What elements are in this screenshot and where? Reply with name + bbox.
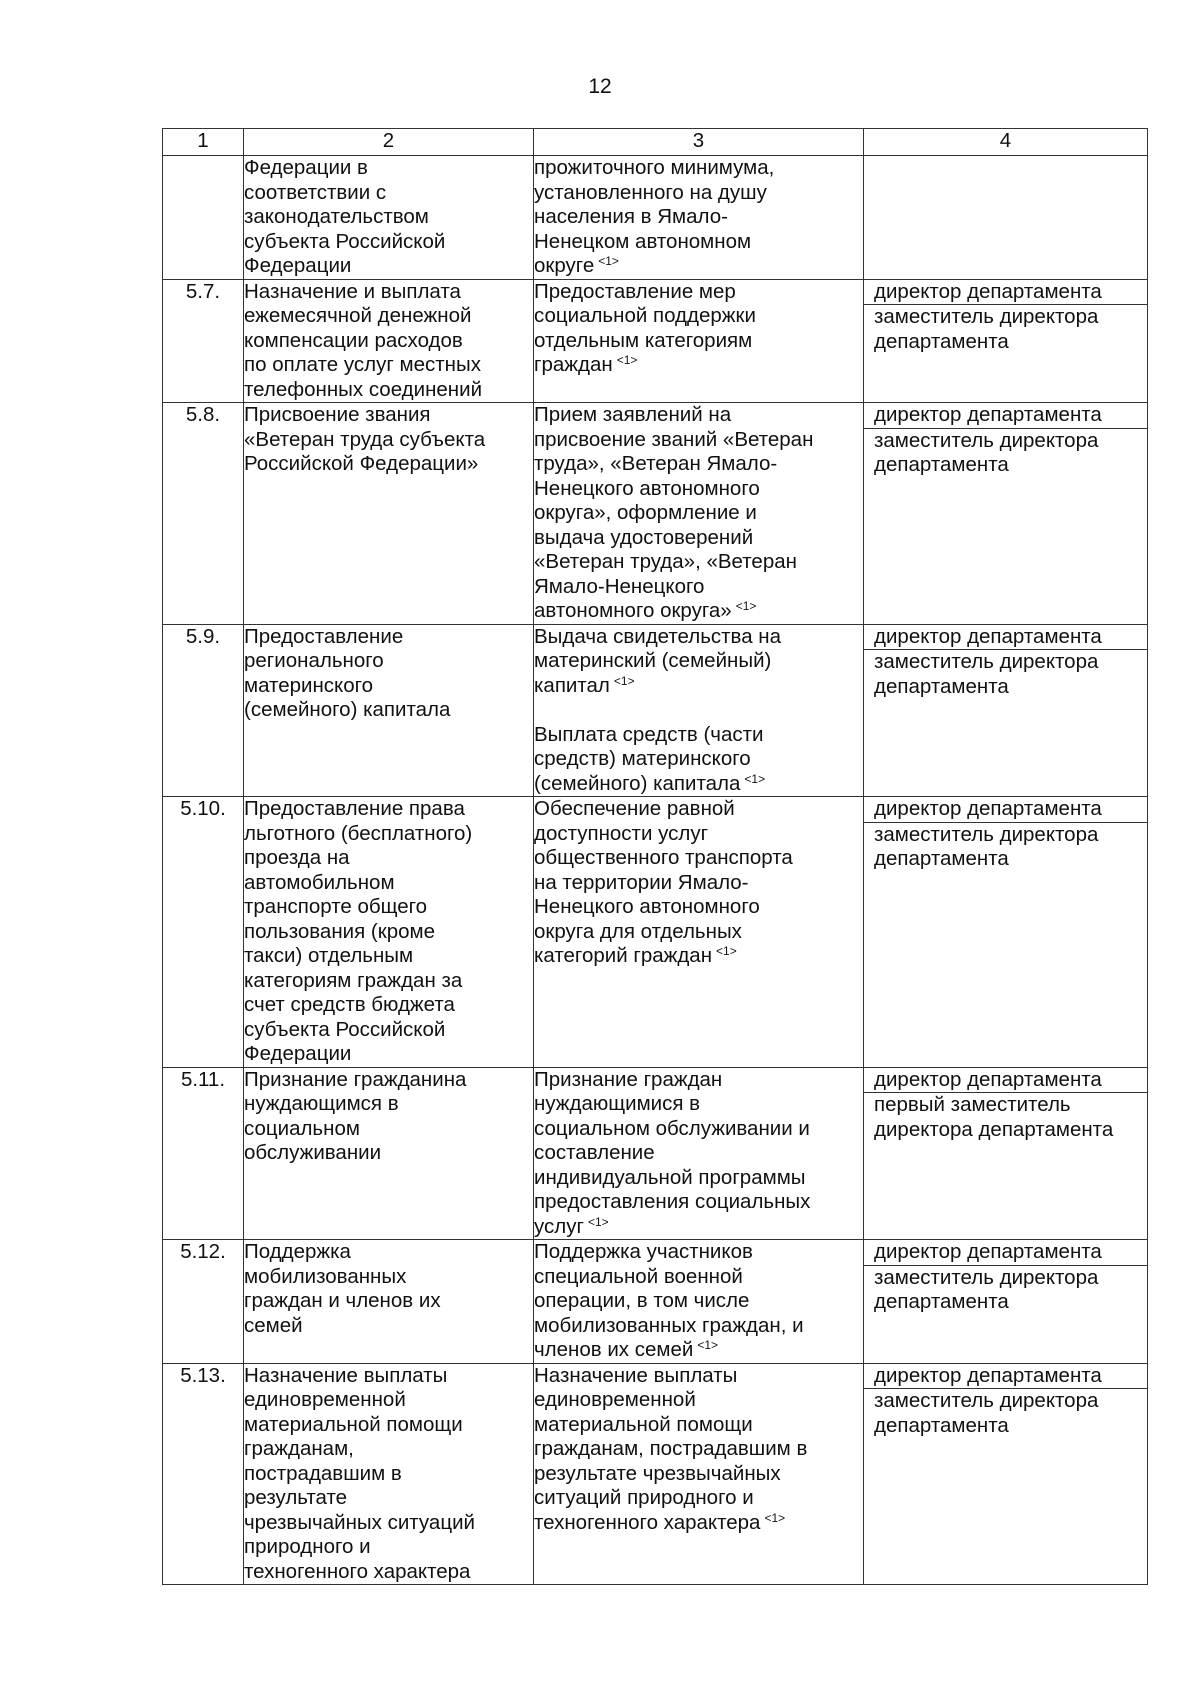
responsible-cell (864, 797, 1148, 1068)
responsible-cell (864, 1363, 1148, 1585)
table-row (163, 624, 1148, 797)
responsible-director: директор департамента (864, 797, 1147, 823)
responsible-deputy: заместитель директора департамента (874, 428, 1099, 476)
function-text (534, 625, 863, 699)
responsible-deputy: заместитель директора департамента (874, 1265, 1099, 1313)
function-text (534, 723, 863, 797)
function-text-content: Предоставление мер социальной поддержки отдельным категориям граждан (534, 279, 756, 376)
responsible-director: директор департамента (864, 280, 1147, 306)
function-text-content: Выплата средств (части средств) материнского (семейного) капитала (534, 722, 764, 795)
service-name: Поддержка мобилизованных граждан и членов их семей (244, 1240, 534, 1364)
footnote-ref: <1> (744, 771, 766, 786)
table-row (163, 279, 1148, 403)
row-number (163, 156, 244, 280)
page-number: 12 (588, 75, 612, 98)
responsible-director: директор департамента (864, 1068, 1147, 1094)
table-row (163, 1363, 1148, 1585)
service-name: Присвоение звания «Ветеран труда субъекта Российской Федерации» (244, 403, 534, 625)
service-name: Назначение и выплата ежемесячной денежной компенсации расходов по оплате услуг местных телефонных соединений (244, 279, 534, 403)
responsible-cell (864, 1067, 1148, 1240)
function-cell (534, 156, 864, 280)
header-cell-3: 3 (534, 129, 864, 156)
footnote-ref: <1> (613, 673, 635, 688)
function-text (534, 1364, 863, 1536)
function-cell (534, 403, 864, 625)
function-text-content: Прием заявлений на присвоение званий «Ветеран труда», «Ветеран Ямало- Ненецкого автономного округа», оформление и выдача удостоверений «Ветеран труда», «Ветеран Ямало-Ненецкого автономного округа» (534, 403, 814, 622)
function-cell (534, 1067, 864, 1240)
service-name: Предоставление регионального материнского (семейного) капитала (244, 624, 534, 797)
function-text (534, 280, 863, 378)
header-cell-4: 4 (864, 129, 1148, 156)
responsible-cell (864, 624, 1148, 797)
responsible-director: директор департамента (864, 1240, 1147, 1266)
function-text (534, 1068, 863, 1240)
responsible-cell (864, 1240, 1148, 1364)
function-text-content: Поддержка участников специальной военной операции, в том числе мобилизованных граждан, и членов их семей (534, 1240, 804, 1361)
function-text-content: прожиточного минимума, установленного на душу населения в Ямало- Ненецком автономном округе (534, 156, 775, 277)
service-name: Предоставление права льготного (бесплатного) проезда на автомобильном транспорте общего пользования (кроме такси) отдельным категориям граждан за счет средств бюджета субъекта Российской Федерации (244, 797, 534, 1068)
row-number: 5.9. (163, 624, 244, 797)
footnote-ref: <1> (587, 1214, 609, 1229)
responsible-director: директор департамента (864, 403, 1147, 429)
footnote-ref: <1> (697, 1338, 719, 1353)
footnote-ref: <1> (716, 944, 737, 959)
function-cell (534, 1363, 864, 1585)
header-cell-2: 2 (244, 129, 534, 156)
table-header-row (163, 129, 1148, 156)
services-table (162, 128, 1148, 1585)
function-text-content: Обеспечение равной доступности услуг общественного транспорта на территории Ямало- Ненецкого автономного округа для отдельных категорий граждан (534, 797, 793, 967)
responsible-director: директор департамента (864, 625, 1147, 651)
responsible-deputy: заместитель директора департамента (874, 822, 1099, 870)
function-text-content: Признание граждан нуждающимися в социальном обслуживании и составление индивидуальной программы предоставления социальных услуг (534, 1067, 811, 1238)
function-cell (534, 1240, 864, 1364)
function-text (534, 1240, 863, 1363)
footnote-ref: <1> (764, 1510, 786, 1525)
row-number: 5.8. (163, 403, 244, 625)
table-row (163, 403, 1148, 625)
footnote-ref: <1> (735, 599, 757, 614)
function-text (534, 156, 863, 279)
table-row (163, 1067, 1148, 1240)
function-text (534, 797, 863, 969)
service-name: Признание гражданина нуждающимся в социальном обслуживании (244, 1067, 534, 1240)
responsible-deputy: заместитель директора департамента (874, 650, 1099, 698)
service-name: Назначение выплаты единовременной материальной помощи гражданам, пострадавшим в результате чрезвычайных ситуаций природного и техногенного характера (244, 1363, 534, 1585)
footnote-ref: <1> (616, 353, 638, 368)
function-text-content: Выдача свидетельства на материнский (семейный) капитал (534, 624, 782, 697)
function-text (534, 403, 863, 624)
table-row (163, 1240, 1148, 1364)
table-row (163, 797, 1148, 1068)
function-text-content: Назначение выплаты единовременной материальной помощи гражданам, пострадавшим в результате чрезвычайных ситуаций природного и техногенного характера (534, 1363, 808, 1534)
footnote-ref: <1> (598, 254, 619, 269)
responsible-cell (864, 156, 1148, 280)
table-row (163, 156, 1148, 280)
table-body (163, 156, 1148, 1585)
function-cell (534, 624, 864, 797)
header-cell-1: 1 (163, 129, 244, 156)
service-name: Федерации в соответствии с законодательством субъекта Российской Федерации (244, 156, 534, 280)
responsible-cell (864, 279, 1148, 403)
row-number: 5.7. (163, 279, 244, 403)
responsible-cell (864, 403, 1148, 625)
row-number: 5.13. (163, 1363, 244, 1585)
row-number: 5.12. (163, 1240, 244, 1364)
row-number: 5.10. (163, 797, 244, 1068)
function-cell (534, 279, 864, 403)
responsible-deputy: заместитель директора департамента (874, 1389, 1099, 1437)
row-number: 5.11. (163, 1067, 244, 1240)
responsible-deputy: заместитель директора департамента (874, 305, 1099, 353)
responsible-deputy: первый заместитель директора департамента (874, 1093, 1114, 1141)
function-cell (534, 797, 864, 1068)
responsible-director: директор департамента (864, 1364, 1147, 1390)
